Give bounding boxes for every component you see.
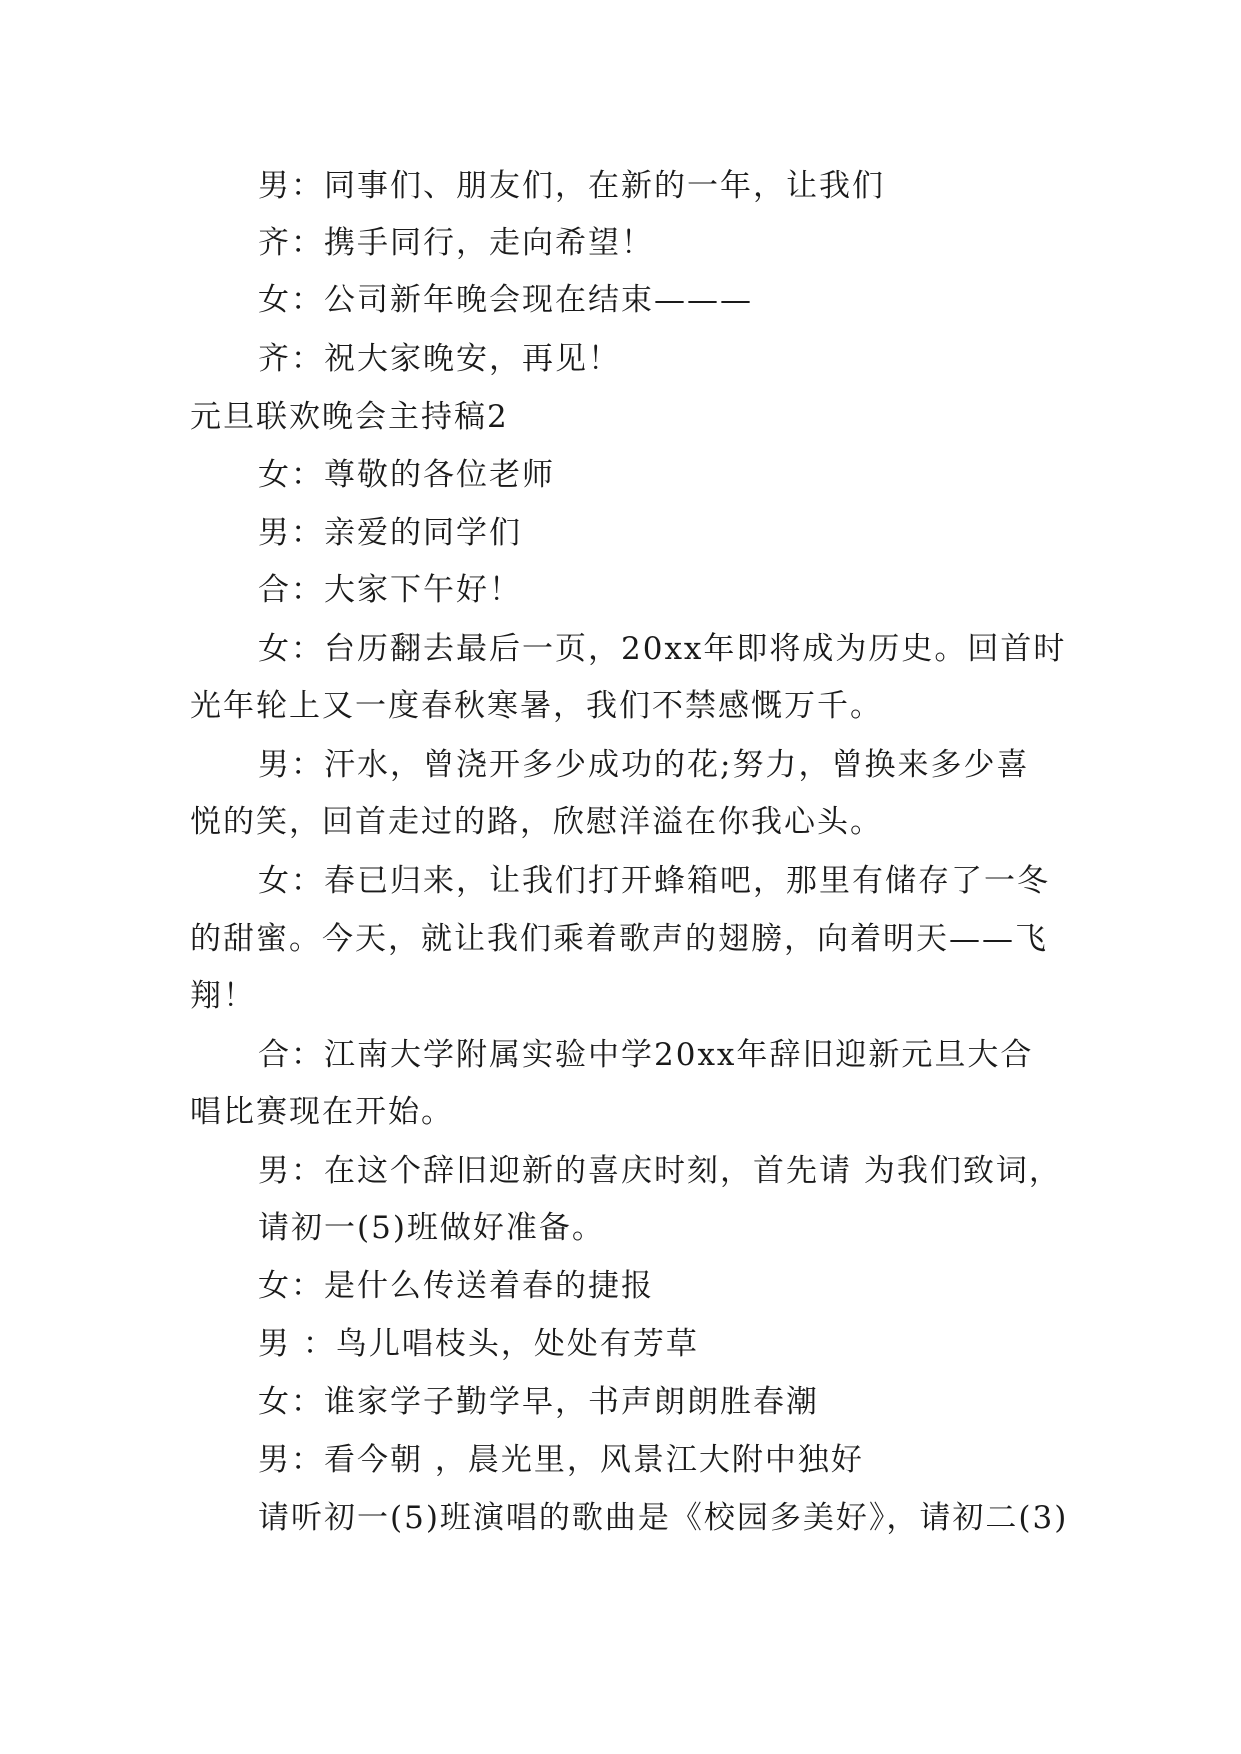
- text-line: 齐：祝大家晚安，再见！: [258, 341, 621, 377]
- text-line: 的甜蜜。今天，就让我们乘着歌声的翅膀，向着明天——飞: [190, 921, 1048, 957]
- text-line: 请听初一(5)班演唱的歌曲是《校园多美好》，请初二(3): [258, 1500, 1069, 1536]
- text-line: 请初一(5)班做好准备。: [258, 1210, 605, 1246]
- text-line: 男：看今朝 ，晨光里，风景江大附中独好: [258, 1442, 864, 1478]
- text-line: 齐：携手同行，走向希望！: [258, 225, 654, 261]
- text-line: 男：汗水，曾浇开多少成功的花;努力，曾换来多少喜: [258, 747, 1030, 783]
- text-line: 翔！: [190, 978, 256, 1014]
- text-line: 女：春已归来，让我们打开蜂箱吧，那里有储存了一冬: [258, 863, 1050, 899]
- text-line: 男 ：鸟儿唱枝头，处处有芳草: [258, 1326, 699, 1362]
- text-line: 悦的笑，回首走过的路，欣慰洋溢在你我心头。: [190, 804, 883, 840]
- text-line: 合：大家下午好！: [258, 572, 522, 608]
- text-line: 女：公司新年晚会现在结束———: [258, 282, 753, 318]
- text-line: 女：是什么传送着春的捷报: [258, 1268, 654, 1304]
- text-line: 男：亲爱的同学们: [258, 515, 522, 551]
- text-line: 女：台历翻去最后一页，20xx年即将成为历史。回首时: [258, 631, 1067, 667]
- text-line: 合：江南大学附属实验中学20xx年辞旧迎新元旦大合: [258, 1037, 1034, 1073]
- text-line: 男：同事们、朋友们，在新的一年，让我们: [258, 168, 885, 204]
- section-heading: 元旦联欢晚会主持稿2: [190, 399, 509, 435]
- text-line: 女：谁家学子勤学早，书声朗朗胜春潮: [258, 1384, 819, 1420]
- text-line: 女：尊敬的各位老师: [258, 457, 555, 493]
- text-line: 唱比赛现在开始。: [190, 1094, 454, 1130]
- text-line: 男：在这个辞旧迎新的喜庆时刻，首先请 为我们致词，: [258, 1153, 1062, 1189]
- text-line: 光年轮上又一度春秋寒暑，我们不禁感慨万千。: [190, 688, 883, 724]
